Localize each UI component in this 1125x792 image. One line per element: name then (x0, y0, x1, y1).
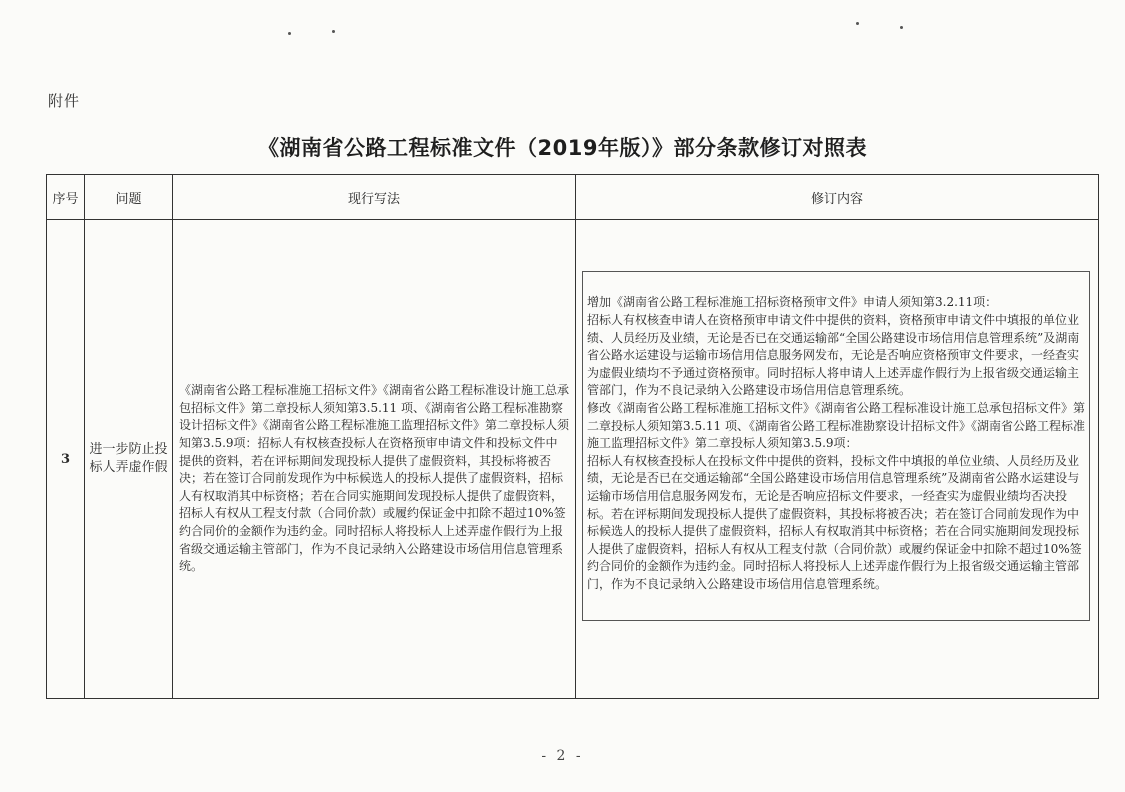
scan-speck (900, 26, 903, 29)
scan-speck (332, 30, 335, 33)
revised-paragraph: 招标人有权核查投标人在投标文件中提供的资料，投标文件中填报的单位业绩、人员经历及业绩，无论是否已在交通运输部“全国公路建设市场信用信息管理系统”及湖南省公路水运建设与运输市场信用信息服务网发布，无论是否响应招标文件要求，一经查实为虚假业绩均否决投标。若在评标期间发现投标人提供了虚假资料，其投标将被否决；若在签订合同前发现作为中标候选人的投标人提供了虚假资料，招标人有权取消其中标资格；若在合同实施期间发现投标人提供了虚假资料，招标人有权从工程支付款（合同价款）或履约保证金中扣除不超过10%签约合同价的金额作为违约金。同时招标人将投标人上述弄虚作假行为上报省级交通运输主管部门，作为不良记录纳入公路建设市场信用信息管理系统。 (587, 453, 1082, 591)
header-current: 现行写法 (173, 175, 576, 220)
revision-comparison-table (46, 174, 1099, 699)
row-issue: 进一步防止投标人弄虚作假 (85, 220, 173, 699)
row-revised-text (576, 220, 1099, 699)
revised-paragraph: 修改《湖南省公路工程标准施工招标文件》《湖南省公路工程标准设计施工总承包招标文件》第二章投标人须知第3.5.11 项、《湖南省公路工程标准勘察设计招标文件》《湖南省公路工程标准施工监理招标文件》第二章投标人须知第3.5.9项： (587, 401, 1086, 451)
row-number: 3 (47, 220, 85, 699)
row-current-text (173, 220, 576, 699)
table-row (47, 220, 1099, 699)
table-header-row (47, 175, 1099, 220)
revised-paragraph: 增加《湖南省公路工程标准施工招标资格预审文件》申请人须知第3.2.11项： (587, 295, 998, 310)
header-no: 序号 (47, 175, 85, 220)
scan-speck (856, 22, 859, 25)
revised-paragraph: 招标人有权核查申请人在资格预审申请文件中提供的资料，资格预审申请文件中填报的单位业绩、人员经历及业绩，无论是否已在交通运输部“全国公路建设市场信用信息管理系统”及湖南省公路水运建设与运输市场信用信息服务网发布，无论是否响应资格预审文件要求，一经查实为虚假业绩均不予通过资格预审。同时招标人将申请人上述弄虚作假行为上报省级交通运输主管部门，作为不良记录纳入公路建设市场信用信息管理系统。 (587, 313, 1080, 398)
header-revised: 修订内容 (576, 175, 1099, 220)
scan-speck (288, 32, 291, 35)
revision-table-container (46, 174, 1098, 699)
revised-text-frame (582, 271, 1090, 620)
header-issue: 问题 (85, 175, 173, 220)
document-title: 《湖南省公路工程标准文件（2019年版）》部分条款修订对照表 (258, 136, 867, 160)
page-number: - 2 - (541, 748, 584, 764)
current-text-body: 《湖南省公路工程标准施工招标文件》《湖南省公路工程标准设计施工总承包招标文件》第二章投标人须知第3.5.11 项、《湖南省公路工程标准勘察设计招标文件》《湖南省公路工程标准施工监理招标文件》第二章投标人须知第3.5.9项：招标人有权核查投标人在资格预审申请文件和投标文件中提供的资料，若在评标期间发现投标人提供了虚假资料，其投标将被否决；若在签订合同前发现作为中标候选人的投标人提供了虚假资料，招标人有权取消其中标资格；若在合同实施期间发现投标人提供了虚假资料，招标人有权从工程支付款（合同价款）或履约保证金中扣除不超过10%签约合同价的金额作为违约金。同时招标人将投标人上述弄虚作假行为上报省级交通运输主管部门，作为不良记录纳入公路建设市场信用信息管理系统。 (179, 383, 570, 574)
attachment-label: 附件 (48, 92, 81, 110)
